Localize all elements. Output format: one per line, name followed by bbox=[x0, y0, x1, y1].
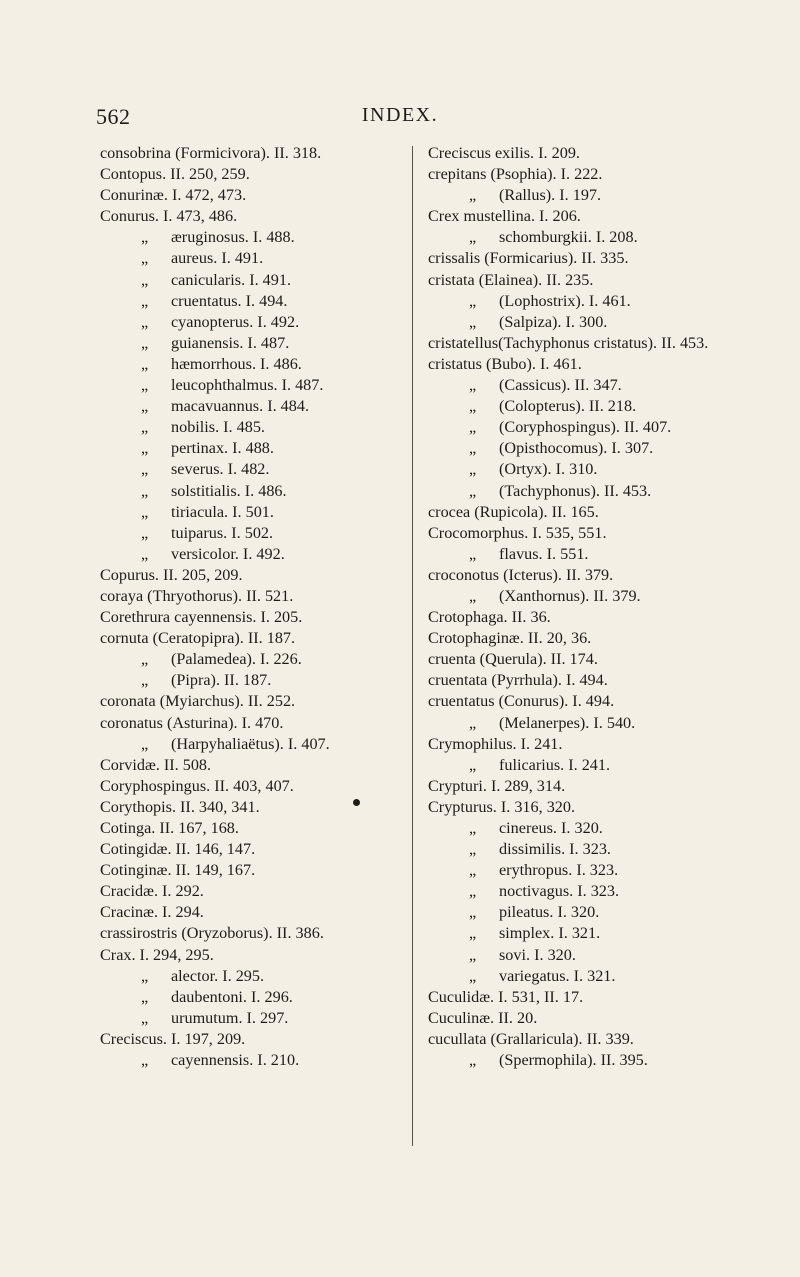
index-entry-text: pileatus. I. 320. bbox=[499, 903, 600, 922]
index-entry-text: Crocomorphus. I. 535, 551. bbox=[428, 523, 607, 542]
index-entry bbox=[100, 1008, 405, 1029]
index-entry bbox=[428, 227, 758, 248]
index-entry bbox=[428, 1050, 758, 1071]
ditto-mark: „ bbox=[469, 903, 477, 922]
index-entry-text: Crotophaga. II. 36. bbox=[428, 608, 551, 627]
index-entry-text: (Pipra). II. 187. bbox=[171, 671, 272, 690]
index-entry-text: cyanopterus. I. 492. bbox=[171, 312, 300, 331]
ditto-mark: „ bbox=[141, 418, 149, 437]
index-entry-text: (Rallus). I. 197. bbox=[499, 186, 602, 205]
index-entry bbox=[428, 417, 758, 438]
index-entry bbox=[428, 902, 758, 923]
index-entry bbox=[100, 670, 405, 691]
index-entry bbox=[100, 734, 405, 755]
ditto-mark: „ bbox=[141, 270, 149, 289]
index-entry-text: Contopus. II. 250, 259. bbox=[100, 165, 250, 184]
index-entry-text: coronatus (Asturina). I. 470. bbox=[100, 713, 284, 732]
index-entry bbox=[428, 354, 758, 375]
index-entry bbox=[428, 481, 758, 502]
ditto-mark: „ bbox=[141, 1051, 149, 1070]
index-entry-text: cruentatus (Conurus). I. 494. bbox=[428, 692, 615, 711]
index-entry-text: consobrina (Formicivora). II. 318. bbox=[100, 144, 322, 162]
index-entry bbox=[428, 312, 758, 333]
index-entry bbox=[428, 291, 758, 312]
index-entry bbox=[428, 818, 758, 839]
index-entry-text: cruentatus. I. 494. bbox=[171, 291, 288, 310]
ditto-mark: „ bbox=[469, 439, 477, 458]
ditto-mark: „ bbox=[141, 650, 149, 669]
index-entry-text: (Cassicus). II. 347. bbox=[499, 376, 622, 395]
ditto-mark: „ bbox=[141, 439, 149, 458]
index-entry bbox=[100, 459, 405, 480]
index-entry bbox=[428, 755, 758, 776]
ditto-mark: „ bbox=[141, 987, 149, 1006]
index-entry-text: versicolor. I. 492. bbox=[171, 544, 285, 563]
index-entry-text: fulicarius. I. 241. bbox=[499, 755, 611, 774]
index-entry-text: (Lophostrix). I. 461. bbox=[499, 291, 631, 310]
index-entry-text: (Palamedea). I. 226. bbox=[171, 650, 302, 669]
ditto-mark: „ bbox=[469, 228, 477, 247]
index-entry bbox=[100, 544, 405, 565]
index-entry-text: cristatus (Bubo). I. 461. bbox=[428, 354, 582, 373]
ditto-mark: „ bbox=[141, 966, 149, 985]
index-entry bbox=[100, 755, 405, 776]
index-entry bbox=[100, 438, 405, 459]
index-entry bbox=[100, 227, 405, 248]
index-entry-text: Crymophilus. I. 241. bbox=[428, 734, 563, 753]
column-divider bbox=[412, 146, 413, 1146]
index-entry-text: dissimilis. I. 323. bbox=[499, 840, 611, 859]
index-entry bbox=[100, 1050, 405, 1071]
index-entry-text: schomburgkii. I. 208. bbox=[499, 228, 638, 247]
ditto-mark: „ bbox=[469, 397, 477, 416]
index-entry-text: Crax. I. 294, 295. bbox=[100, 945, 214, 964]
index-entry-text: Cotingidæ. II. 146, 147. bbox=[100, 840, 256, 859]
index-entry bbox=[100, 902, 405, 923]
index-entry bbox=[428, 164, 758, 185]
ditto-mark: „ bbox=[469, 819, 477, 837]
index-entry bbox=[428, 713, 758, 734]
index-entry bbox=[100, 143, 405, 164]
index-entry bbox=[428, 987, 758, 1008]
ditto-mark: „ bbox=[141, 249, 149, 268]
index-entry bbox=[100, 185, 405, 206]
ditto-mark: „ bbox=[469, 291, 477, 310]
ditto-mark: „ bbox=[469, 882, 477, 901]
index-entry-text: tuiparus. I. 502. bbox=[171, 523, 274, 542]
index-entry-text: Corethrura cayennensis. I. 205. bbox=[100, 608, 303, 627]
index-entry bbox=[428, 628, 758, 649]
index-entry-text: canicularis. I. 491. bbox=[171, 270, 292, 289]
ditto-mark: „ bbox=[469, 1051, 477, 1070]
index-entry bbox=[100, 291, 405, 312]
index-entry bbox=[428, 860, 758, 881]
index-entry-text: Cuculidæ. I. 531, II. 17. bbox=[428, 987, 584, 1006]
index-entry-text: nobilis. I. 485. bbox=[171, 418, 265, 437]
index-entry-text: alector. I. 295. bbox=[171, 966, 265, 985]
ditto-mark: „ bbox=[469, 840, 477, 859]
index-entry-text: Crypturus. I. 316, 320. bbox=[428, 797, 576, 816]
index-entry-text: Cuculinæ. II. 20. bbox=[428, 1008, 538, 1027]
ink-spot bbox=[353, 799, 360, 806]
ditto-mark: „ bbox=[141, 481, 149, 500]
index-entry bbox=[428, 333, 758, 354]
index-entry-text: simplex. I. 321. bbox=[499, 924, 601, 943]
index-entry bbox=[100, 248, 405, 269]
index-entry-text: leucophthalmus. I. 487. bbox=[171, 376, 324, 395]
index-entry bbox=[428, 586, 758, 607]
index-entry bbox=[428, 797, 758, 818]
index-entry bbox=[100, 945, 405, 966]
ditto-mark: „ bbox=[469, 312, 477, 331]
index-entry bbox=[428, 185, 758, 206]
index-entry-text: Coryphospingus. II. 403, 407. bbox=[100, 776, 294, 795]
index-entry bbox=[100, 607, 405, 628]
index-entry-text: cristatellus(Tachyphonus cristatus). II. 453. bbox=[428, 333, 709, 352]
page-title: INDEX. bbox=[361, 104, 439, 126]
ditto-mark: „ bbox=[141, 228, 149, 247]
index-entry bbox=[428, 565, 758, 586]
index-entry bbox=[100, 312, 405, 333]
index-entry-text: coraya (Thryothorus). II. 521. bbox=[100, 586, 294, 605]
index-entry-text: Crotophaginæ. II. 20, 36. bbox=[428, 629, 592, 648]
index-entry bbox=[100, 987, 405, 1008]
index-entry bbox=[100, 375, 405, 396]
index-entry bbox=[100, 713, 405, 734]
index-entry-text: variegatus. I. 321. bbox=[499, 966, 616, 985]
index-entry bbox=[100, 396, 405, 417]
index-entry bbox=[428, 1008, 758, 1029]
index-entry bbox=[428, 375, 758, 396]
index-entry-text: cayennensis. I. 210. bbox=[171, 1051, 300, 1070]
ditto-mark: „ bbox=[469, 586, 477, 605]
index-entry bbox=[100, 565, 405, 586]
index-entry bbox=[428, 396, 758, 417]
index-entry-text: Creciscus. I. 197, 209. bbox=[100, 1029, 246, 1048]
index-entry bbox=[428, 502, 758, 523]
index-entry bbox=[428, 881, 758, 902]
index-column-left bbox=[100, 143, 405, 1071]
index-entry-text: Conurus. I. 473, 486. bbox=[100, 207, 238, 226]
ditto-mark: „ bbox=[141, 376, 149, 395]
index-entry bbox=[428, 270, 758, 291]
ditto-mark: „ bbox=[141, 354, 149, 373]
index-entry-text: cucullata (Grallaricula). II. 339. bbox=[428, 1029, 634, 1048]
index-entry-text: noctivagus. I. 323. bbox=[499, 882, 620, 901]
index-entry-text: (Spermophila). II. 395. bbox=[499, 1051, 648, 1070]
index-entry-text: cristata (Elainea). II. 235. bbox=[428, 270, 594, 289]
index-entry bbox=[100, 649, 405, 670]
index-entry bbox=[428, 248, 758, 269]
index-entry-text: guianensis. I. 487. bbox=[171, 333, 290, 352]
index-entry-text: crocea (Rupicola). II. 165. bbox=[428, 502, 599, 521]
index-entry-text: croconotus (Icterus). II. 379. bbox=[428, 565, 614, 584]
index-entry-text: Conurinæ. I. 472, 473. bbox=[100, 186, 247, 205]
ditto-mark: „ bbox=[141, 397, 149, 416]
ditto-mark: „ bbox=[141, 291, 149, 310]
index-entry-text: sovi. I. 320. bbox=[499, 945, 576, 964]
ditto-mark: „ bbox=[469, 861, 477, 880]
index-entry bbox=[100, 417, 405, 438]
ditto-mark: „ bbox=[469, 460, 477, 479]
ditto-mark: „ bbox=[141, 312, 149, 331]
index-entry bbox=[428, 839, 758, 860]
index-entry-text: Copurus. II. 205, 209. bbox=[100, 565, 243, 584]
index-entry-text: cinereus. I. 320. bbox=[499, 819, 603, 837]
index-entry-text: coronata (Myiarchus). II. 252. bbox=[100, 692, 296, 711]
ditto-mark: „ bbox=[469, 418, 477, 437]
ditto-mark: „ bbox=[141, 460, 149, 479]
index-entry bbox=[100, 523, 405, 544]
index-entry bbox=[428, 734, 758, 755]
index-entry-text: urumutum. I. 297. bbox=[171, 1008, 289, 1027]
index-entry-text: cornuta (Ceratopipra). II. 187. bbox=[100, 629, 296, 648]
ditto-mark: „ bbox=[469, 376, 477, 395]
index-entry-text: Crex mustellina. I. 206. bbox=[428, 207, 581, 226]
index-entry-text: macavuannus. I. 484. bbox=[171, 397, 310, 416]
index-entry bbox=[428, 649, 758, 670]
index-entry-text: (Harpyhaliaëtus). I. 407. bbox=[171, 734, 330, 753]
index-entry-text: Creciscus exilis. I. 209. bbox=[428, 144, 580, 162]
index-entry-text: Corythopis. II. 340, 341. bbox=[100, 797, 260, 816]
index-entry-text: (Tachyphonus). II. 453. bbox=[499, 481, 652, 500]
ditto-mark: „ bbox=[469, 186, 477, 205]
page-number: 562 bbox=[96, 104, 131, 129]
ditto-mark: „ bbox=[141, 1008, 149, 1027]
index-entry-text: daubentoni. I. 296. bbox=[171, 987, 293, 1006]
index-entry bbox=[428, 143, 758, 164]
index-entry-text: cruentata (Pyrrhula). I. 494. bbox=[428, 671, 608, 690]
ditto-mark: „ bbox=[141, 502, 149, 521]
index-entry bbox=[100, 1029, 405, 1050]
index-entry-text: erythropus. I. 323. bbox=[499, 861, 619, 880]
index-entry bbox=[428, 438, 758, 459]
index-entry bbox=[428, 1029, 758, 1050]
index-entry bbox=[100, 354, 405, 375]
index-entry bbox=[428, 544, 758, 565]
index-entry-text: (Ortyx). I. 310. bbox=[499, 460, 598, 479]
index-entry-text: Cracidæ. I. 292. bbox=[100, 882, 204, 901]
index-entry bbox=[428, 206, 758, 227]
index-entry bbox=[100, 923, 405, 944]
index-entry-text: crissalis (Formicarius). II. 335. bbox=[428, 249, 629, 268]
index-entry bbox=[428, 523, 758, 544]
index-entry-text: (Coryphospingus). II. 407. bbox=[499, 418, 672, 437]
index-entry bbox=[100, 164, 405, 185]
index-entry-text: (Melanerpes). I. 540. bbox=[499, 713, 636, 732]
index-entry bbox=[100, 860, 405, 881]
index-entry bbox=[100, 691, 405, 712]
ditto-mark: „ bbox=[141, 734, 149, 753]
index-entry-text: Cracinæ. I. 294. bbox=[100, 903, 204, 922]
index-entry bbox=[428, 923, 758, 944]
ditto-mark: „ bbox=[469, 481, 477, 500]
index-entry-text: cruenta (Querula). II. 174. bbox=[428, 650, 598, 669]
index-entry bbox=[100, 966, 405, 987]
index-entry-text: (Salpiza). I. 300. bbox=[499, 312, 608, 331]
index-entry bbox=[100, 502, 405, 523]
index-entry-text: (Colopterus). II. 218. bbox=[499, 397, 637, 416]
index-entry-text: Crypturi. I. 289, 314. bbox=[428, 776, 566, 795]
index-entry-text: (Xanthornus). II. 379. bbox=[499, 586, 641, 605]
index-entry bbox=[100, 776, 405, 797]
ditto-mark: „ bbox=[141, 544, 149, 563]
ditto-mark: „ bbox=[141, 333, 149, 352]
index-entry-text: Cotinginæ. II. 149, 167. bbox=[100, 861, 256, 880]
ditto-mark: „ bbox=[141, 523, 149, 542]
ditto-mark: „ bbox=[141, 671, 149, 690]
index-entry bbox=[100, 628, 405, 649]
index-column-right bbox=[428, 143, 758, 1071]
index-entry bbox=[428, 966, 758, 987]
index-entry-text: crassirostris (Oryzoborus). II. 386. bbox=[100, 924, 324, 943]
index-entry bbox=[100, 481, 405, 502]
ditto-mark: „ bbox=[469, 713, 477, 732]
index-entry-text: hæmorrhous. I. 486. bbox=[171, 354, 302, 373]
index-entry bbox=[428, 945, 758, 966]
index-entry bbox=[100, 818, 405, 839]
index-entry-text: severus. I. 482. bbox=[171, 460, 270, 479]
index-entry-text: Cotinga. II. 167, 168. bbox=[100, 819, 239, 837]
index-entry bbox=[428, 670, 758, 691]
index-entry bbox=[100, 839, 405, 860]
ditto-mark: „ bbox=[469, 945, 477, 964]
index-entry-text: pertinax. I. 488. bbox=[171, 439, 274, 458]
index-entry-text: tiriacula. I. 501. bbox=[171, 502, 274, 521]
index-entry bbox=[100, 333, 405, 354]
index-entry-text: solstitialis. I. 486. bbox=[171, 481, 287, 500]
index-entry bbox=[100, 586, 405, 607]
index-entry bbox=[428, 776, 758, 797]
index-entry bbox=[100, 270, 405, 291]
index-entry bbox=[428, 459, 758, 480]
index-entry bbox=[100, 881, 405, 902]
index-entry-text: flavus. I. 551. bbox=[499, 544, 589, 563]
ditto-mark: „ bbox=[469, 924, 477, 943]
index-entry bbox=[100, 206, 405, 227]
index-entry bbox=[428, 691, 758, 712]
index-entry-text: (Opisthocomus). I. 307. bbox=[499, 439, 654, 458]
index-entry-text: crepitans (Psophia). I. 222. bbox=[428, 165, 603, 184]
index-entry-text: Corvidæ. II. 508. bbox=[100, 755, 212, 774]
ditto-mark: „ bbox=[469, 966, 477, 985]
index-entry-text: æruginosus. I. 488. bbox=[171, 228, 295, 247]
ditto-mark: „ bbox=[469, 755, 477, 774]
index-entry bbox=[428, 607, 758, 628]
index-entry-text: aureus. I. 491. bbox=[171, 249, 264, 268]
ditto-mark: „ bbox=[469, 544, 477, 563]
